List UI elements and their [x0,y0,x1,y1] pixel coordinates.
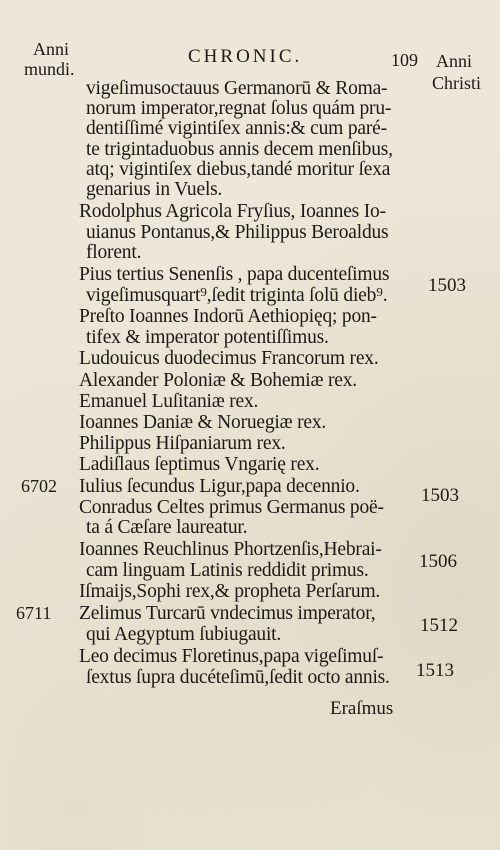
left-margin-label-bottom: mundi. [24,59,75,79]
page-number: 109 [391,50,418,70]
text-line: Ioannes Reuchlinus Phortzenſis,Hebrai‑ [79,539,382,560]
margin-year-christi: 1503 [428,275,466,296]
text-line: qui Aegyptum ſubiugauit. [86,624,282,645]
margin-year-christi: 1512 [420,615,458,636]
text-line: vigeſimusquart⁹,ſedit triginta ſolū dieb⁹. [86,285,388,306]
text-line: dentiſſimé vigintiſex annis:& cum paré‑ [86,118,387,139]
text-line: atq; vigintiſex diebus,tandé moritur ſexa [86,159,391,180]
text-line: vigeſimusoctauus Germanorū & Roma‑ [86,78,388,99]
text-line: Philippus Hiſpaniarum rex. [79,433,286,454]
text-line: Zelimus Turcarū vndecimus imperator, [79,603,376,624]
text-line: tifex & imperator potentiſſimus. [86,327,329,348]
text-line: Pius tertius Senenſis , papa ducenteſimus [79,264,390,285]
text-line: Rodolphus Agricola Fryſius, Ioannes Io‑ [79,201,386,222]
catchword: Eraſmus [330,698,394,719]
text-line: norum imperator,regnat ſolus quám pru‑ [86,98,392,119]
text-line: Ladiſlaus ſeptimus Vngarię rex. [79,454,320,475]
left-margin-label-top: Anni [33,39,69,59]
margin-year-christi: 1513 [416,660,454,681]
text-line: ta á Cæſare laureatur. [86,517,248,538]
text-line: Ioannes Daniæ & Noruegiæ rex. [79,412,327,433]
text-line: uianus Pontanus,& Philippus Beroaldus [86,222,389,243]
text-line: Emanuel Luſitaniæ rex. [79,391,259,412]
text-line: Alexander Poloniæ & Bohemiæ rex. [79,370,357,391]
right-margin-label-top: Anni [436,51,472,71]
running-title: CHRONIC. [188,46,303,67]
margin-year-mundi: 6702 [21,476,57,496]
text-line: florent. [86,242,142,263]
margin-year-mundi: 6711 [16,603,52,623]
text-line: cam linguam Latinis reddidit primus. [86,560,369,581]
margin-year-christi: 1503 [421,485,459,506]
text-line: Conradus Celtes primus Germanus poë‑ [79,497,384,518]
margin-year-christi: 1506 [419,551,457,572]
text-line: te trigintaduobus annis decem menſibus, [86,139,393,160]
text-line: genarius in Vuels. [86,179,223,200]
text-line: Iſmaijs,Sophi rex,& propheta Perſarum. [79,581,381,602]
text-line: Leo decimus Floretinus,papa vigeſimuſ‑ [79,646,384,667]
text-line: Iulius ſecundus Ligur,papa decennio. [79,476,360,497]
text-line: Ludouicus duodecimus Francorum rex. [79,348,379,369]
text-line: Preſto Ioannes Indorū Aethiopięq; pon‑ [79,306,377,327]
right-margin-label-bottom: Christi [432,73,482,93]
text-line: ſextus ſupra ducéteſimū,ſedit octo annis. [86,667,390,688]
